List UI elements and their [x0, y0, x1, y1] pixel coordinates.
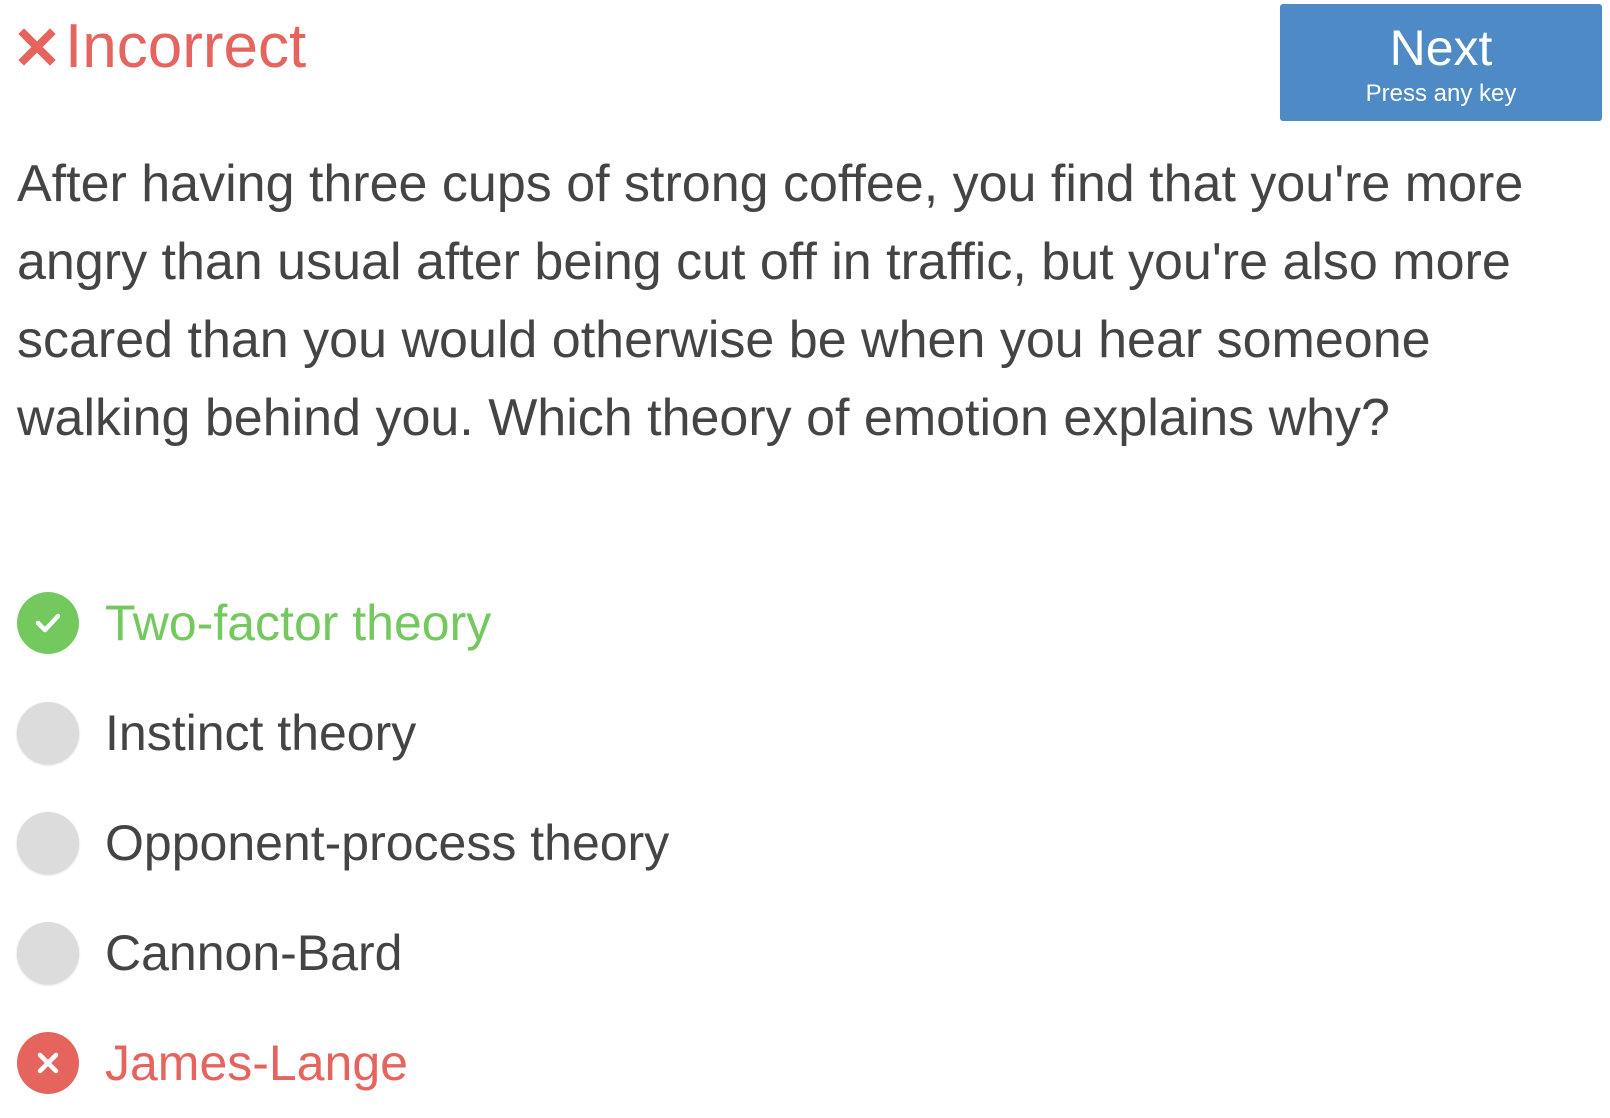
close-icon	[17, 27, 57, 67]
next-button[interactable]	[1280, 4, 1602, 121]
close-icon	[33, 1048, 63, 1078]
radio-button	[17, 812, 79, 874]
option-two-factor-theory[interactable]	[17, 568, 1587, 678]
radio-button	[17, 922, 79, 984]
answer-options	[17, 568, 1587, 1118]
result-header	[0, 0, 1610, 125]
option-instinct-theory[interactable]	[17, 678, 1587, 788]
wrong-answer-marker	[17, 1032, 79, 1094]
question-text: After having three cups of strong coffee, you find that you're more angry than usual after being cut off in traffic, but you're also more scared than you would otherwise be when you hear someone walking behind you. Which theory of emotion explains why?	[17, 155, 1524, 447]
check-icon	[31, 606, 65, 640]
next-button-hint: Press any key	[1365, 80, 1517, 107]
result-status	[17, 12, 306, 82]
option-label: James-Lange	[105, 1035, 408, 1091]
option-james-lange[interactable]	[17, 1008, 1587, 1118]
option-label: Instinct theory	[105, 705, 417, 761]
option-label: Two-factor theory	[105, 595, 492, 651]
result-status-label: Incorrect	[65, 12, 307, 81]
correct-answer-marker	[17, 592, 79, 654]
option-opponent-process-theory[interactable]	[17, 788, 1587, 898]
option-label: Opponent-process theory	[105, 815, 670, 871]
option-label: Cannon-Bard	[105, 925, 403, 981]
radio-button	[17, 702, 79, 764]
next-button-label: Next	[1389, 20, 1493, 76]
option-cannon-bard[interactable]	[17, 898, 1587, 1008]
